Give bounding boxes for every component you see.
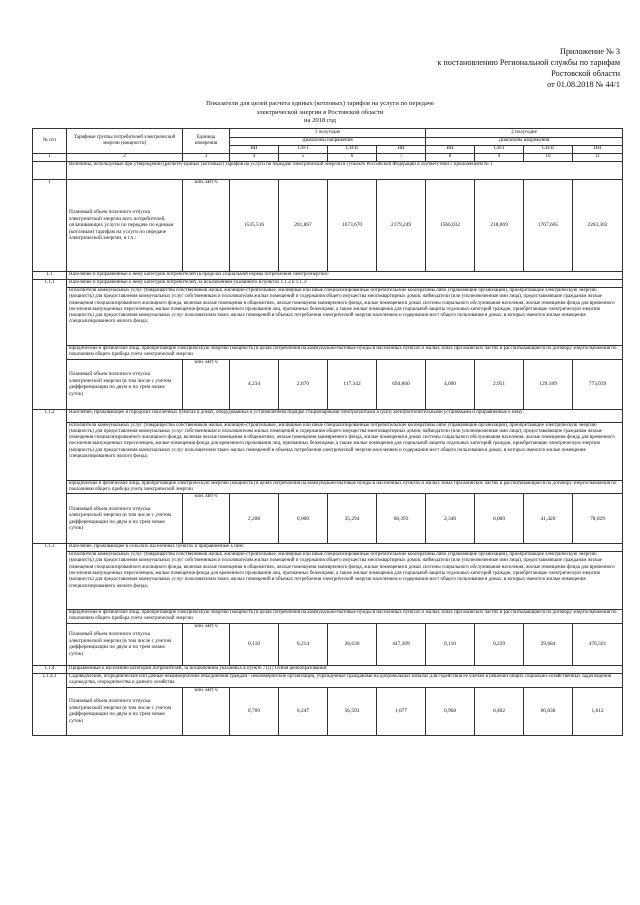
col-number: 6 (328, 154, 377, 162)
col-number: 9 (475, 154, 524, 162)
value-cell: 0,214 (279, 623, 328, 665)
row-label: Плановый объем полезного отпуска электрической энергии (в том числе с учетом дифференциации по двум и по трем зонам суток) (67, 687, 183, 735)
section-1-1-3-body: исполнители коммунальных услуг (товарищества собственников жилья, жилищно-строительные, жилищные или иные специализированные потребительские кооперативы либо управляющие организации), приобретающие электрическую энергию (мощность) для предоставления коммунальных услуг собственникам и пользователям жилых помещений и содержания общего имущества многоквартирных домов; наймодатели (или уполномоченные ими лица), предоставляющие гражданам жилые помещения специализированного жилищного фонда, включая жилые помещения в общежитиях, жилые помещения маневренного фонда, жилые помещения в домах системы социального обслуживания населения, жилые помещения фонда для временного поселения вынужденных переселенцев, жилые помещения фонда для временного проживания лиц, признанных беженцами, а также жилые помещения для социальной защиты отдельных категорий граждан, приобретающие электрическую энергию (мощность) для предоставления коммунальных услуг пользователям таких жилых помещений в объемах потребления электрической энергии населением и содержания мест общего пользования в домах, в которых имеются жилые помещения специализированного жилого фонда; (67, 552, 623, 610)
row-label: Плановый объем полезного отпуска электрической энергии (в том числе с учетом дифференциации по двум и по трем зонам суток) (67, 623, 183, 665)
header-nn-2: НН (573, 146, 623, 154)
value-cell: 1,677 (377, 687, 426, 735)
title-line-3: на 2018 год (304, 117, 336, 124)
value-cell: 2263,302 (573, 180, 623, 272)
value-cell: 0,110 (230, 623, 279, 665)
value-cell: 0,110 (426, 623, 475, 665)
value-cell: 4,234 (230, 359, 279, 409)
section-1-1-1-body: исполнители коммунальных услуг (товарищества собственников жилья, жилищно-строительные, жилищные или иные специализированные потребительские кооперативы либо управляющие организации), приобретающие электрическую энергию (мощность) для предоставления коммунальных услуг собственникам и пользователям жилых помещений и содержания общего имущества многоквартирных домов; наймодатели (или уполномоченные ими лица), предоставляющие гражданам жилые помещения специализированного жилищного фонда, включая жилые помещения в общежитиях, жилые помещения маневренного фонда, жилые помещения в домах системы социального обслуживания населения, жилые помещения фонда для временного поселения вынужденных переселенцев, жилые помещения фонда для временного проживания лиц, признанных беженцами, а также жилые помещения для социальной защиты отдельных категорий граждан, приобретающие электрическую энергию (мощность) для предоставления коммунальных услуг пользователям таких жилых помещений в объемах потребления электрической энергии населением и содержания мест общего пользования в домах, в которых имеются жилые помещения специализированного жилого фонда; (67, 288, 623, 346)
table-row (33, 359, 623, 409)
row-number: 1.1 (33, 272, 67, 280)
col-number: 8 (426, 154, 475, 162)
appendix-line-3: Ростовской области (551, 69, 620, 78)
row-number: 1.1.1 (33, 280, 67, 410)
header-half-2: 2 полугодие (426, 129, 623, 138)
table-row (33, 180, 623, 272)
section-1-1-2-body: исполнители коммунальных услуг (товарищества собственников жилья, жилищно-строительные, жилищные или иные специализированные потребительские кооперативы либо управляющие организации), приобретающие электрическую энергию (мощность) для предоставления коммунальных услуг собственникам и пользователям жилых помещений и содержания общего имущества многоквартирных домов; наймодатели (или уполномоченные ими лица), предоставляющие гражданам жилые помещения специализированного жилищного фонда, включая жилые помещения в общежитиях, жилые помещения маневренного фонда, жилые помещения в домах системы социального обслуживания населения, жилые помещения фонда для временного поселения вынужденных переселенцев, жилые помещения фонда для временного проживания лиц, признанных беженцами, а также жилые помещения для социальной защиты отдельных категорий граждан, приобретающие электрическую энергию (мощность) для предоставления коммунальных услуг пользователям таких жилых помещений в объемах потребления электрической энергии населением и содержания мест общего пользования в домах, в которых имеются жилые помещения специализированного жилого фонда; (67, 422, 623, 480)
table-row (33, 494, 623, 544)
value-cell: 0,402 (475, 687, 524, 735)
row-unit: млн. кВт·ч (183, 180, 230, 272)
header-half-1: 1 полугодие (230, 129, 426, 138)
col-number: 3 (183, 154, 230, 162)
row-number: 1.1.4.1 (33, 673, 67, 735)
value-cell: 29,684 (524, 623, 573, 665)
header-sn2-2: СН-II (524, 146, 573, 154)
row-number: 1.1.2 (33, 409, 67, 544)
value-cell: 0,709 (230, 687, 279, 735)
title-line-2: электрической энергии в Ростовской области (256, 108, 384, 116)
header-vn-1: ВН (230, 146, 279, 154)
col-number: 2 (67, 154, 183, 162)
header-range-2: Диапазоны напряжения (426, 138, 623, 146)
section-1-1-2-heading: Население, проживающее в городских населенных пунктах в домах, оборудованных в установленном порядке стационарными электроплитами и (или) электроотопительными установками и приравненные к нему: (67, 409, 623, 422)
header-sn1-1: СН-I (279, 146, 328, 154)
value-cell: 2,870 (279, 359, 328, 409)
section-1-1-text: Население и приравненные к нему категории потребителей (в пределах социальной нормы потребления электроэнергии): (67, 272, 623, 280)
value-cell: 2,208 (230, 494, 279, 544)
column-numbers-row (33, 154, 623, 162)
value-cell: 1673,670 (328, 180, 377, 272)
value-cell: 2,340 (426, 494, 475, 544)
row-number: 1 (33, 180, 67, 272)
value-cell: 78,029 (573, 494, 623, 544)
row-label: Плановый объем полезного отпуска электрической энергии (в том числе с учетом дифференциации по двум и по трем зонам суток) (67, 494, 183, 544)
value-cell: 694,860 (377, 359, 426, 409)
value-cell: 476,501 (573, 623, 623, 665)
row-unit: млн. кВт·ч (183, 494, 230, 544)
section-1-1-4-1-heading: Садоводческие, огороднические или дачные некоммерческие объединения граждан - некоммерческие организации, учрежденные гражданами на добровольных началах для содействия ее членам в решении общих социально-хозяйственных задач ведения садоводства, огородничества и дачного хозяйства (67, 673, 623, 687)
value-cell: 0,247 (279, 687, 328, 735)
appendix-block (437, 46, 620, 90)
section-1-1-3-heading: Население, проживающее в сельских населенных пунктах и приравненные к ним: (67, 544, 623, 552)
table-row (33, 623, 623, 665)
row-unit: млн. кВт·ч (183, 687, 230, 735)
row-number: 1.1.3 (33, 544, 67, 666)
header-nn-1: НН (377, 146, 426, 154)
appendix-line-4: от 01.08.2018 № 44/1 (547, 80, 620, 89)
col-number: 10 (524, 154, 573, 162)
header-sn1-2: СН-I (475, 146, 524, 154)
value-cell: 218,069 (475, 180, 524, 272)
section-1-1-1-heading: Население и приравненные к нему категории потребителей, за исключением указанного в пунктах 1.1.2 и 1.1.3: (67, 280, 623, 288)
value-cell: 1566,032 (426, 180, 475, 272)
value-cell: 41,420 (524, 494, 573, 544)
appendix-line-2: к постановлению Региональной службы по тарифам (437, 58, 620, 67)
value-cell: 60,838 (524, 687, 573, 735)
col-number: 7 (377, 154, 426, 162)
section-1-1-3-legal: юридические и физические лица, приобретающие электрическую энергию (мощность) в целях потребления на коммунально-бытовые нужды в населенных пунктах и жилых зонах при воинских частях и рассчитывающиеся по договору энергоснабжения по показаниям общего прибора учета электрической энергии (67, 610, 623, 624)
section-1-1-1-legal: юридические и физические лица, приобретающие электрическую энергию (мощность) в целях потребления на коммунально-бытовые нужды в населенных пунктах и жилых зонах при воинских частях и рассчитывающиеся по договору энергоснабжения по показаниям общего прибора учета электрической энергии (67, 346, 623, 360)
value-cell: 129,189 (524, 359, 573, 409)
section-1-1-4-text: Приравненные к населению категории потребителей, за исключением указанных в пункте 71(1) Основ ценообразования: (67, 665, 623, 673)
section-1-1-2-legal: юридические и физические лица, приобретающие электрическую энергию (мощность) в целях потребления на коммунально-бытовые нужды в населенных пунктах и жилых зонах при воинских частях и рассчитывающиеся по договору энергоснабжения по показаниям общего прибора учета электрической энергии (67, 480, 623, 494)
value-cell: 773,039 (573, 359, 623, 409)
header-unit: Единица измерения (183, 129, 230, 154)
table-row (33, 687, 623, 735)
value-cell: 1535,516 (230, 180, 279, 272)
value-cell: 0,968 (426, 687, 475, 735)
header-group: Тарифные группы потребителей электрической энергии (мощности) (67, 129, 183, 154)
row-unit: млн. кВт·ч (183, 623, 230, 665)
value-cell: 68,393 (377, 494, 426, 544)
value-cell: 0,000 (279, 494, 328, 544)
value-cell: 1,612 (573, 687, 623, 735)
row-unit: млн. кВт·ч (183, 359, 230, 409)
value-cell: 0,000 (475, 494, 524, 544)
title-line-1: Показатели для целей расчета единых (котловых) тарифов на услуги по передаче (206, 100, 434, 107)
value-cell: 35,294 (328, 494, 377, 544)
appendix-line-1: Приложение № 3 (560, 47, 620, 56)
row-label: Плановый объем полезного отпуска электрической энергии (в том числе с учетом дифференциации по двум и по трем зонам суток) (67, 359, 183, 409)
value-cell: 447,309 (377, 623, 426, 665)
value-cell: 4,090 (426, 359, 475, 409)
value-cell: 26,636 (328, 623, 377, 665)
row-number: 1.1.4 (33, 665, 67, 673)
col-number: 11 (573, 154, 623, 162)
row-label: Плановый объем полезного отпуска электрической энергии всех потребителей, оплачивающих услуги по передаче по единым (котловым) тарифам на услуги по передаче электрической энергии, в т.ч.: (67, 180, 183, 272)
col-number: 5 (279, 154, 328, 162)
value-cell: 201,867 (279, 180, 328, 272)
section-intro-text: Величины, используемые при утверждении (расчете) единых (котловых) тарифов на услуги по передаче электрической энергии в субъекте Российской Федерации в соответствии с приложением № 1 (67, 162, 623, 180)
tariff-table (32, 128, 623, 736)
value-cell: 2,951 (475, 359, 524, 409)
value-cell: 1767,665 (524, 180, 573, 272)
col-number: 1 (33, 154, 67, 162)
document-title (0, 100, 640, 126)
col-number: 4 (230, 154, 279, 162)
header-vn-2: ВН (426, 146, 475, 154)
value-cell: 117,342 (328, 359, 377, 409)
value-cell: 0,229 (475, 623, 524, 665)
header-sn2-1: СН-II (328, 146, 377, 154)
value-cell: 2179,249 (377, 180, 426, 272)
header-range-1: Диапазоны напряжения (230, 138, 426, 146)
header-num: № п/п (33, 129, 67, 154)
value-cell: 56,593 (328, 687, 377, 735)
